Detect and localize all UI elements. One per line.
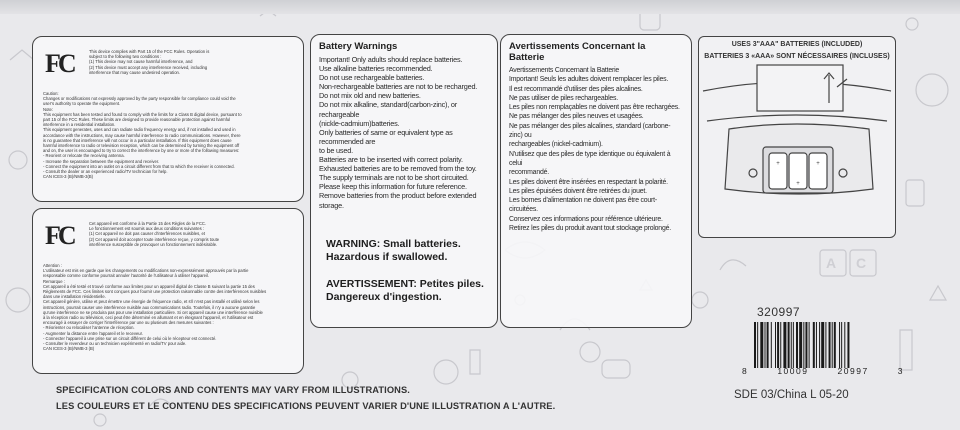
fcc-body-line: - Consult the dealer or an experienced radio/TV technician for help.	[43, 169, 168, 175]
battery-warning-line: Batteries are to be inserted with correct polarity.	[319, 155, 463, 165]
fcc-body-line: à la réception radio ou télévision, ceci peut être déterminé en allumant et en éteignant l'appareil, et l'utilisateur est	[43, 315, 254, 321]
barcode-bar	[847, 322, 849, 368]
fcc-body-line: instructions, pourrait causer une interférence nuisible aux communications radio. Toutefois, il n'y a aucune garantie	[43, 304, 256, 310]
barcode-bar	[829, 322, 831, 368]
fcc-body-line: This equipment generates, uses and can radiate radio frequency energy and, if not installed and used in	[43, 127, 236, 133]
battery-warning-line: rechargeables (nickel-cadmium).	[509, 141, 603, 149]
barcode-bar	[805, 322, 807, 368]
barcode-bar	[767, 322, 769, 368]
battery-warning-line: Il est recommandé d'utiliser des piles alcalines.	[509, 85, 643, 93]
barcode-bar	[777, 322, 779, 368]
battery-warning-line: to be used.	[319, 145, 353, 155]
barcode-bar	[844, 322, 845, 368]
polarity-mark: +	[796, 181, 800, 187]
battery-warning-line: N'utilisez que des piles de type identique ou équivalent à celui	[509, 150, 671, 167]
box-top-edge	[0, 0, 960, 14]
barcode-digit-group: 10009	[777, 366, 809, 376]
barcode-bar	[825, 322, 826, 368]
fcc-body-line: CAN ICES-3 (B)/NMB-3(B)	[43, 174, 94, 180]
fcc-body-line: - Connecter l'appareil à une prise sur un circuit différent de celui où le récepteur est connecté.	[43, 335, 217, 341]
battery-warning-line: Important! Seuls les adultes doivent remplacer les piles.	[509, 76, 669, 84]
fcc-body-line: - Increase the separation between the equipment and receiver.	[43, 158, 160, 164]
battery-warning-line: Exhausted batteries are to be removed from the toy.	[319, 164, 477, 174]
barcode-bar	[821, 322, 824, 368]
fcc-body-line: Changes or modifications not expressly approved by the party responsible for compliance could void the	[43, 96, 236, 102]
fcc-statement-line: Cet appareil est conforme à la Partie 15 des Règles de la FCC.	[89, 221, 207, 226]
battery-warning-line: (nickle-cadmium)batteries.	[319, 118, 400, 128]
barcode-bar	[834, 322, 836, 368]
block-letter-a: A	[826, 255, 837, 271]
fcc-notice-french	[32, 208, 304, 374]
fcc-body-line: encouragé à essayer de corriger l'interférence par une ou plusieurs des mesures suivantes :	[43, 320, 214, 326]
barcode-bar	[832, 322, 833, 368]
barcode-bar	[771, 322, 772, 368]
polarity-mark: +	[816, 161, 820, 167]
fcc-body-line: is no guarantee that interference will not occur in a particular installation. If this equipment does cause	[43, 137, 232, 143]
fcc-body-line: - Reorient or relocate the receiving antenna.	[43, 153, 125, 159]
barcode-bar	[793, 322, 794, 368]
fcc-body-line: interference in a residential installation.	[43, 122, 116, 128]
toy-outline	[707, 115, 887, 121]
fcc-statement-line: (1) This device may not cause harmful interference, and	[89, 59, 193, 65]
barcode-bar	[775, 322, 776, 368]
barcode-bar	[783, 322, 786, 368]
battery-warnings-title: Avertissements Concernant la Batterie	[509, 41, 646, 63]
battery-warning-line: Important! Only adults should replace batteries.	[319, 55, 463, 64]
barcode-bar	[799, 322, 802, 368]
battery-warning-line: Retirez les piles du produit avant tout stockage prolongé.	[509, 225, 671, 233]
battery-warning-line: Les bornes d'alimentation ne doivent pas être court-circuitées.	[509, 197, 657, 214]
fcc-statement-line: Le fonctionnement est soumis aux deux conditions suivantes :	[89, 226, 204, 232]
barcode-bar	[839, 322, 840, 368]
battery-warning-line: Ne pas utiliser de piles rechargeables.	[509, 94, 619, 102]
barcode-digit-group: 20997	[837, 366, 869, 376]
specification-disclaimer-english: SPECIFICATION COLORS AND CONTENTS MAY VARY FROM ILLUSTRATIONS.	[56, 385, 410, 395]
battery-warning-line: Remove batteries from the product before extended storage.	[319, 191, 477, 210]
battery-warning-line: Ne pas mélanger des piles alcalines, standard (carbone-zinc) ou	[509, 122, 671, 140]
fcc-body-line: This equipment has been tested and found to comply with the limits for a Class B digital device, pursuant to	[43, 111, 242, 117]
fcc-statement-line: This device complies with Part 15 of the FCC Rules. Operation is	[89, 49, 210, 54]
warning-line: AVERTISSEMENT: Petites piles.	[326, 278, 484, 290]
aaa-battery-icon	[809, 153, 827, 189]
fcc-body-line: responsable comme conforme pourrait annuler l'autorité de l'utilisateur à utiliser l'appareil.	[43, 273, 210, 279]
battery-warning-line: Use alkaline batteries recommended.	[319, 64, 433, 74]
barcode-bar	[754, 322, 756, 368]
fcc-body-line: - Réorienter ou relocaliser l'antenne de réception.	[43, 325, 135, 331]
barcode-digit-group: 3	[897, 366, 904, 376]
small-batteries-warning-english	[326, 238, 461, 264]
barcode-bar	[803, 322, 804, 368]
fcc-compliance-statement	[89, 221, 297, 247]
battery-warnings-title: Battery Warnings	[319, 41, 398, 52]
origin-code: SDE 03/China L 05-20	[734, 389, 849, 401]
barcode-bar	[819, 322, 820, 368]
fcc-body-text	[43, 263, 295, 351]
battery-warning-line: recommandé.	[509, 169, 549, 177]
warning-line: Dangereux d'ingestion.	[326, 291, 442, 303]
fcc-body-line: - Consulter le revendeur ou un technicien expérimenté en radio/TV pour aide.	[43, 341, 187, 347]
fcc-body-line: user's authority to operate the equipment.	[43, 101, 121, 107]
warning-line: Hazardous if swallowed.	[326, 251, 448, 263]
fcc-logo: FC	[45, 221, 74, 250]
battery-warning-line: Ne pas mélanger des piles neuves et usagées.	[509, 113, 644, 121]
barcode-bar	[788, 322, 790, 368]
barcode-bar	[757, 322, 758, 368]
battery-warning-line: Do not use rechargeable batteries.	[319, 73, 425, 83]
battery-warning-line: Do not mix alkaline, standard(carbon-zinc), or rechargeable	[319, 100, 458, 119]
barcode-bar	[780, 322, 781, 368]
barcode-bar	[813, 322, 815, 368]
fcc-body-line: Note:	[43, 106, 54, 112]
aaa-battery-icon	[769, 153, 787, 189]
fcc-statement-line: subject to the following two conditions :	[89, 54, 162, 60]
fcc-body-line: dans une installation résidentielle.	[43, 294, 106, 300]
fcc-body-line: Caution:	[43, 91, 59, 96]
barcode-bar	[816, 322, 817, 368]
fcc-statement-line: interference that may cause undesired operation.	[89, 69, 181, 75]
battery-warning-line: Do not mix old and new batteries.	[319, 91, 421, 101]
fcc-statement-line: (1) Cet appareil ne doit pas causer d'interférences nuisibles, et	[89, 231, 206, 237]
barcode	[752, 322, 892, 368]
barcode-digit-group: 8	[742, 366, 749, 376]
barcode-bar	[791, 322, 792, 368]
barcode-bar	[760, 322, 763, 368]
barcode-bar	[765, 322, 766, 368]
fcc-statement-line: (2) This device must accept any interference received, including	[89, 64, 208, 70]
battery-warnings-french	[500, 34, 692, 328]
warning-line: WARNING: Small batteries.	[326, 238, 461, 250]
barcode-bar	[809, 322, 810, 368]
fcc-statement-line: interférence susceptible de provoquer un fonctionnement indésirable.	[89, 241, 218, 247]
battery-warning-line: Les piles non remplaçables ne doivent pas être rechargées.	[509, 104, 680, 112]
fcc-body-line: accordance with the instructions, may cause harmful interference to radio communications. However, there	[43, 132, 241, 138]
battery-warning-line: Les piles doivent être insérées en respectant la polarité.	[509, 178, 668, 186]
fcc-body-line: qu'une interférence ne se produira pas pour une installation particulière. Si cet appareil cause une interférence nuisible	[43, 309, 263, 315]
fcc-body-line: harmful interference to radio or television reception, which can be determined by turning the equipment off	[43, 143, 240, 149]
battery-warning-line: The supply terminals are not to be short circuited.	[319, 173, 469, 183]
battery-warning-line: Please keep this information for future reference.	[319, 182, 467, 192]
fcc-compliance-statement	[89, 49, 297, 75]
product-code: 320997	[757, 305, 801, 319]
fcc-body-line: - Connect the equipment into an outlet on a circuit different from that to which the receiver is connected.	[43, 163, 235, 169]
fcc-body-line: Remarque :	[43, 278, 65, 284]
barcode-bar	[841, 322, 842, 368]
fcc-body-line: Cet appareil a été testé et trouvé conforme aux limites pour un appareil digital de Classe B suivant la partie 15 des	[43, 283, 255, 289]
fcc-body-line: L'utilisateur est mis en garde que les changements ou modifications non-expressément approuvés par la partie	[43, 268, 249, 274]
battery-warning-line: Les piles épuisées doivent être retirées du jouet.	[509, 187, 647, 195]
battery-compartment-illustration	[699, 61, 895, 237]
fcc-body-line: Attention :	[43, 263, 62, 268]
battery-compartment-diagram	[698, 36, 896, 238]
barcode-bar	[796, 322, 798, 368]
fcc-body-line: Règlements de FCC. Ces limites sont conçues pour fournir une protection raisonnable contre des interférences nuisibles	[43, 289, 267, 295]
fcc-statement-line: (2) Cet appareil doit accepter toute interférence reçue, y compris toute	[89, 236, 220, 242]
fcc-body-line: part 15 of the FCC Rules. These limits are designed to provide reasonable protection against harmful	[43, 117, 231, 123]
battery-warning-line: Non-rechargeable batteries are not to be recharged.	[319, 82, 478, 92]
battery-warning-line: Only batteries of same or equivalent type as recommended are	[319, 127, 453, 146]
block-letter-c: C	[856, 255, 867, 271]
barcode-digits	[742, 366, 904, 376]
fcc-body-line: CAN ICES-3 (B)/NMB-3 (B)	[43, 346, 95, 352]
fcc-logo: FC	[45, 49, 74, 78]
battery-warning-line: Conservez ces informations pour référence ultérieure.	[509, 215, 663, 223]
battery-requirement-english: USES 3"AAA" BATTERIES (INCLUDED)	[731, 41, 863, 48]
fcc-body-line: and on, the user is encouraged to try to correct the interference by one or more of the following measures:	[43, 148, 240, 154]
fcc-body-line: - Augmenter la distance entre l'appareil et le receveur.	[43, 330, 143, 336]
fcc-body-text	[43, 91, 295, 179]
battery-cover	[757, 65, 843, 111]
battery-warning-line: Avertissements Concernant la Batterie	[509, 67, 620, 74]
fcc-body-line: Cet appareil génère, utilise et peut émettre une énergie de fréquence radio, et s'il n'est pas installé et utilisé selon les	[43, 299, 260, 305]
battery-requirement-french: BATTERIES 3 «AAA» SONT NÉCESSAIRES (INCLUSES)	[704, 53, 890, 60]
small-batteries-warning-french	[326, 278, 484, 304]
polarity-mark: +	[776, 161, 780, 167]
specification-disclaimer-french: LES COULEURS ET LE CONTENU DES SPECIFICATIONS PEUVENT VARIER D'UNE ILLUSTRATION A L'AUTRE.	[56, 401, 556, 411]
fcc-notice-english	[32, 36, 304, 202]
